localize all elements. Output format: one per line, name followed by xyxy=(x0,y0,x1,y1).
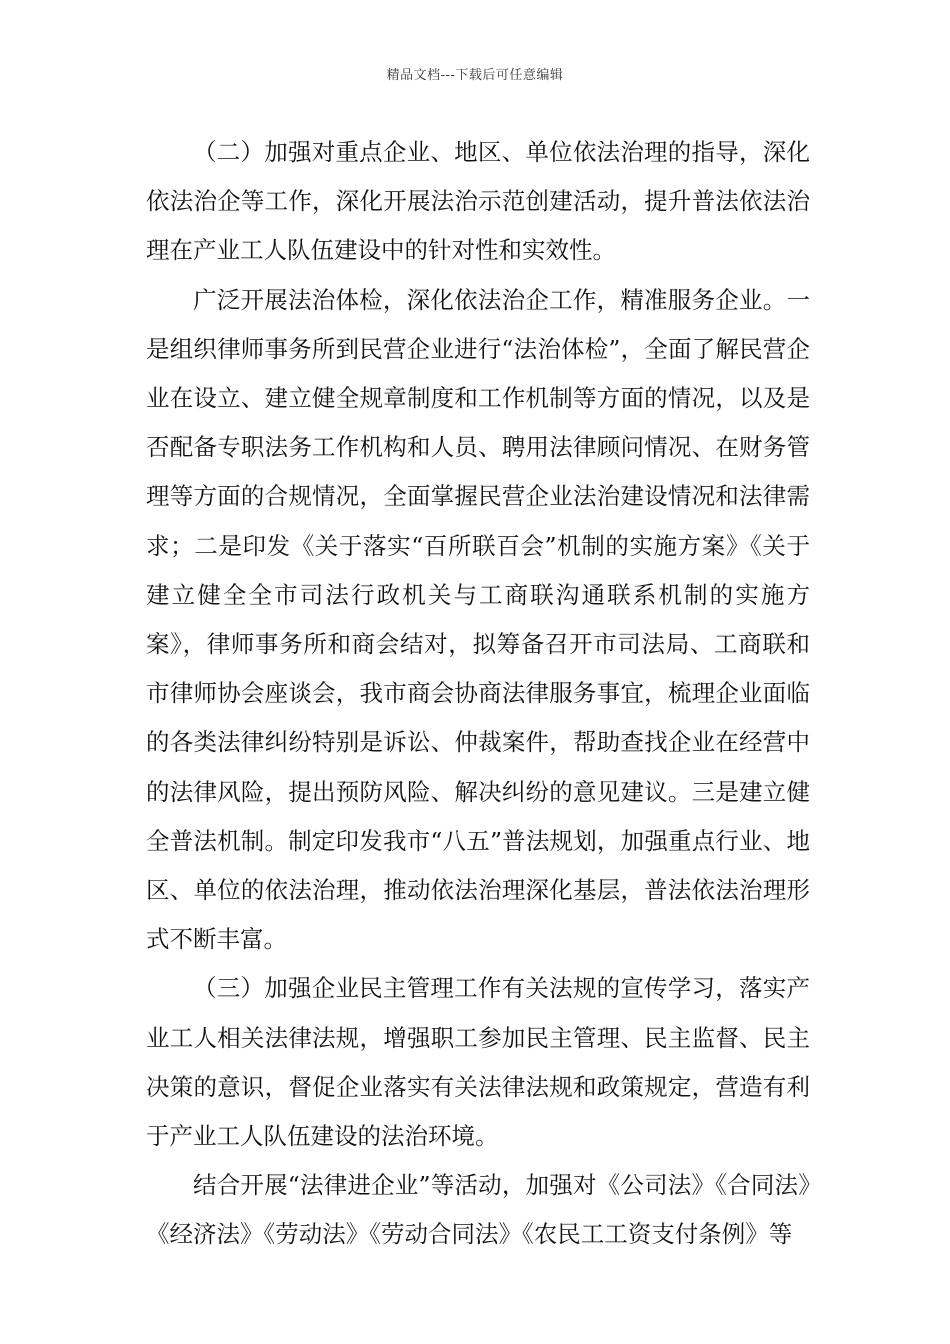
document-body xyxy=(146,128,810,1260)
paragraph-2: 广泛开展法治体检，深化依法治企工作，精准服务企业。一是组织律师事务所到民营企业进行“法治体检”，全面了解民营企业在设立、建立健全规章制度和工作机制等方面的情况，以及是否配备专职法务工作机构和人员、聘用法律顾问情况、在财务管理等方面的合规情况，全面掌握民营企业法治建设情况和法律需求；二是印发《关于落实“百所联百会”机制的实施方案》《关于建立健全全市司法行政机关与工商联沟通联系机制的实施方案》，律师事务所和商会结对，拟筹备召开市司法局、工商联和市律师协会座谈会，我市商会协商法律服务事宜，梳理企业面临的各类法律纠纷特别是诉讼、仲裁案件，帮助查找企业在经营中的法律风险，提出预防风险、解决纠纷的意见建议。三是建立健全普法机制。制定印发我市“八五”普法规划，加强重点行业、地区、单位的依法治理，推动依法治理深化基层，普法依法治理形式不断丰富。 xyxy=(146,285,810,954)
paragraph-1: （二）加强对重点企业、地区、单位依法治理的指导，深化依法治企等工作，深化开展法治示范创建活动，提升普法依法治理在产业工人队伍建设中的针对性和实效性。 xyxy=(146,138,810,265)
paragraph-3: （三）加强企业民主管理工作有关法规的宣传学习，落实产业工人相关法律法规，增强职工参加民主管理、民主监督、民主决策的意识，督促企业落实有关法律法规和政策规定，营造有利于产业工人队伍建设的法治环境。 xyxy=(146,974,810,1151)
paragraph-4: 结合开展“法律进企业”等活动，加强对《公司法》《合同法》《经济法》《劳动法》《劳动合同法》《农民工工资支付条例》等 xyxy=(146,1171,810,1249)
page-header: 精品文档---下载后可任意编辑 xyxy=(386,68,564,83)
